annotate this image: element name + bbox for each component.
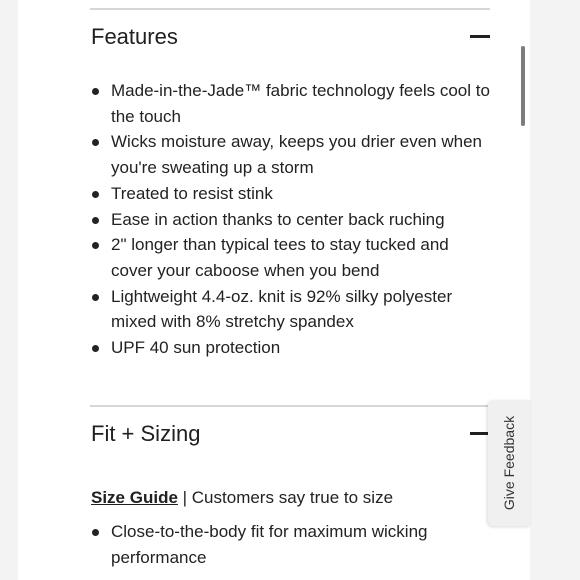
give-feedback-label: Give Feedback [501,415,517,511]
collapse-minus-icon[interactable] [470,432,490,435]
size-guide-line [91,488,393,508]
fit-list [90,519,490,570]
features-list [90,78,490,361]
page-edge-left [0,0,18,580]
section-divider [90,8,490,10]
give-feedback-button[interactable] [488,400,530,526]
list-item: Made-in-the-Jade™ fabric technology feels cool to the touch [90,78,490,129]
list-item: 2" longer than typical tees to stay tucked and cover your caboose when you bend [90,232,490,283]
list-item: Lightweight 4.4-oz. knit is 92% silky polyester mixed with 8% stretchy spandex [90,284,490,335]
fit-sizing-heading[interactable]: Fit + Sizing [91,421,201,446]
list-item: Wicks moisture away, keeps you drier even when you're sweating up a storm [90,129,490,180]
list-item: Treated to resist stink [90,181,490,207]
size-note: | Customers say true to size [177,488,394,507]
collapse-minus-icon[interactable] [470,35,490,38]
list-item: Ease in action thanks to center back ruching [90,207,490,233]
list-item: Close-to-the-body fit for maximum wicking performance [90,519,490,570]
features-heading[interactable]: Features [91,24,178,49]
scrollbar-thumb[interactable] [521,46,525,126]
section-divider [90,405,490,407]
size-guide-link[interactable]: Size Guide [91,488,178,507]
page-edge-right [530,0,580,580]
list-item: UPF 40 sun protection [90,335,490,361]
